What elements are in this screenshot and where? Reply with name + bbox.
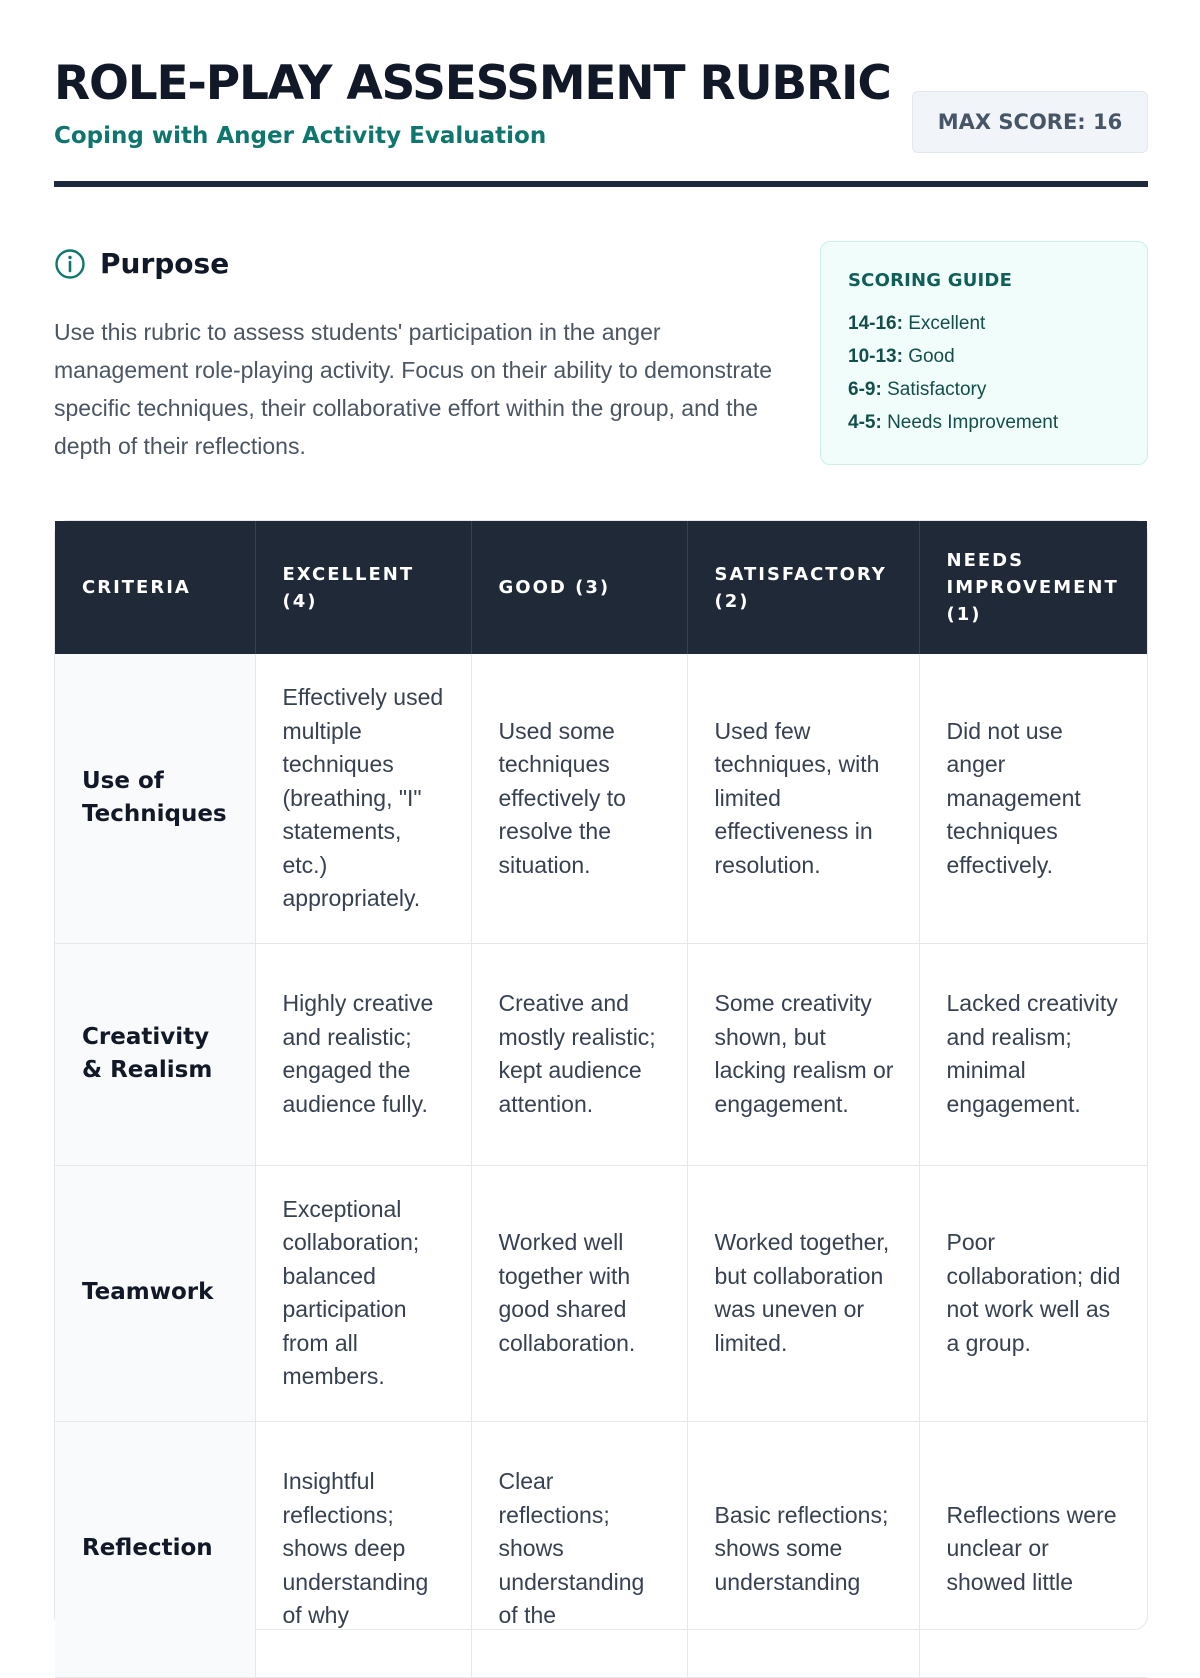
- table-row: [55, 654, 1147, 943]
- criterion-cell: Creativity & Realism: [55, 943, 255, 1165]
- needs-improvement-cell: Lacked creativity and realism; minimal engagement.: [919, 943, 1147, 1165]
- excellent-cell: Exceptional collaboration; balanced participation from all members.: [255, 1165, 471, 1421]
- table-row: [55, 943, 1147, 1165]
- column-header-good: GOOD (3): [471, 521, 687, 654]
- purpose-heading-row: [54, 247, 229, 280]
- criterion-cell: Use of Techniques: [55, 654, 255, 943]
- table-header-row: [55, 521, 1147, 654]
- excellent-cell: Insightful reflections; shows deep understanding of why: [255, 1421, 471, 1677]
- scoring-guide-row: [848, 373, 1147, 406]
- satisfactory-cell: Used few techniques, with limited effectiveness in resolution.: [687, 654, 919, 943]
- score-label: Excellent: [908, 313, 986, 334]
- excellent-cell: Highly creative and realistic; engaged the audience fully.: [255, 943, 471, 1165]
- header-divider: [54, 181, 1148, 187]
- column-header-needs-improvement: NEEDS IMPROVEMENT (1): [919, 521, 1147, 654]
- criterion-cell: Reflection: [55, 1421, 255, 1677]
- info-icon: [54, 248, 86, 280]
- satisfactory-cell: Worked together, but collaboration was uneven or limited.: [687, 1165, 919, 1421]
- good-cell: Used some techniques effectively to resolve the situation.: [471, 654, 687, 943]
- excellent-cell: Effectively used multiple techniques (breathing, "I" statements, etc.) appropriately.: [255, 654, 471, 943]
- needs-improvement-cell: Reflections were unclear or showed little: [919, 1421, 1147, 1677]
- column-header-criteria: CRITERIA: [55, 521, 255, 654]
- purpose-text: Use this rubric to assess students' participation in the anger management role-playing activity. Focus on their ability to demonstrate specific techniques, their collaborative effort within the group, and the depth of their reflections.: [54, 319, 773, 459]
- score-label: Satisfactory: [887, 379, 987, 400]
- needs-improvement-cell: Did not use anger management techniques effectively.: [919, 654, 1147, 943]
- scoring-guide-title: SCORING GUIDE: [848, 270, 1013, 291]
- score-range: 6-9:: [848, 379, 882, 400]
- page-subtitle: Coping with Anger Activity Evaluation: [54, 123, 547, 149]
- rubric-table: [55, 521, 1147, 1678]
- scoring-guide-row: [848, 340, 1147, 373]
- good-cell: Clear reflections; shows understanding of the: [471, 1421, 687, 1677]
- column-header-satisfactory: SATISFACTORY (2): [687, 521, 919, 654]
- scoring-guide-row: [848, 307, 1147, 340]
- page-title: ROLE-PLAY ASSESSMENT RUBRIC: [54, 56, 891, 111]
- score-range: 10-13:: [848, 346, 903, 367]
- column-header-excellent: EXCELLENT (4): [255, 521, 471, 654]
- scoring-guide: [820, 241, 1148, 465]
- good-cell: Worked well together with good shared collaboration.: [471, 1165, 687, 1421]
- table-row: [55, 1421, 1147, 1677]
- page-header: [54, 54, 1148, 186]
- satisfactory-cell: Basic reflections; shows some understanding: [687, 1421, 919, 1677]
- table-row: [55, 1165, 1147, 1421]
- score-label: Needs Improvement: [887, 412, 1059, 433]
- rubric-table-container: [54, 520, 1148, 1630]
- good-cell: Creative and mostly realistic; kept audience attention.: [471, 943, 687, 1165]
- purpose-heading: Purpose: [100, 247, 230, 280]
- needs-improvement-cell: Poor collaboration; did not work well as a group.: [919, 1165, 1147, 1421]
- score-range: 4-5:: [848, 412, 882, 433]
- satisfactory-cell: Some creativity shown, but lacking realism or engagement.: [687, 943, 919, 1165]
- score-label: Good: [908, 346, 955, 367]
- max-score-badge: MAX SCORE: 16: [912, 91, 1148, 153]
- criterion-cell: Teamwork: [55, 1165, 255, 1421]
- score-range: 14-16:: [848, 313, 903, 334]
- scoring-guide-row: [848, 406, 1147, 439]
